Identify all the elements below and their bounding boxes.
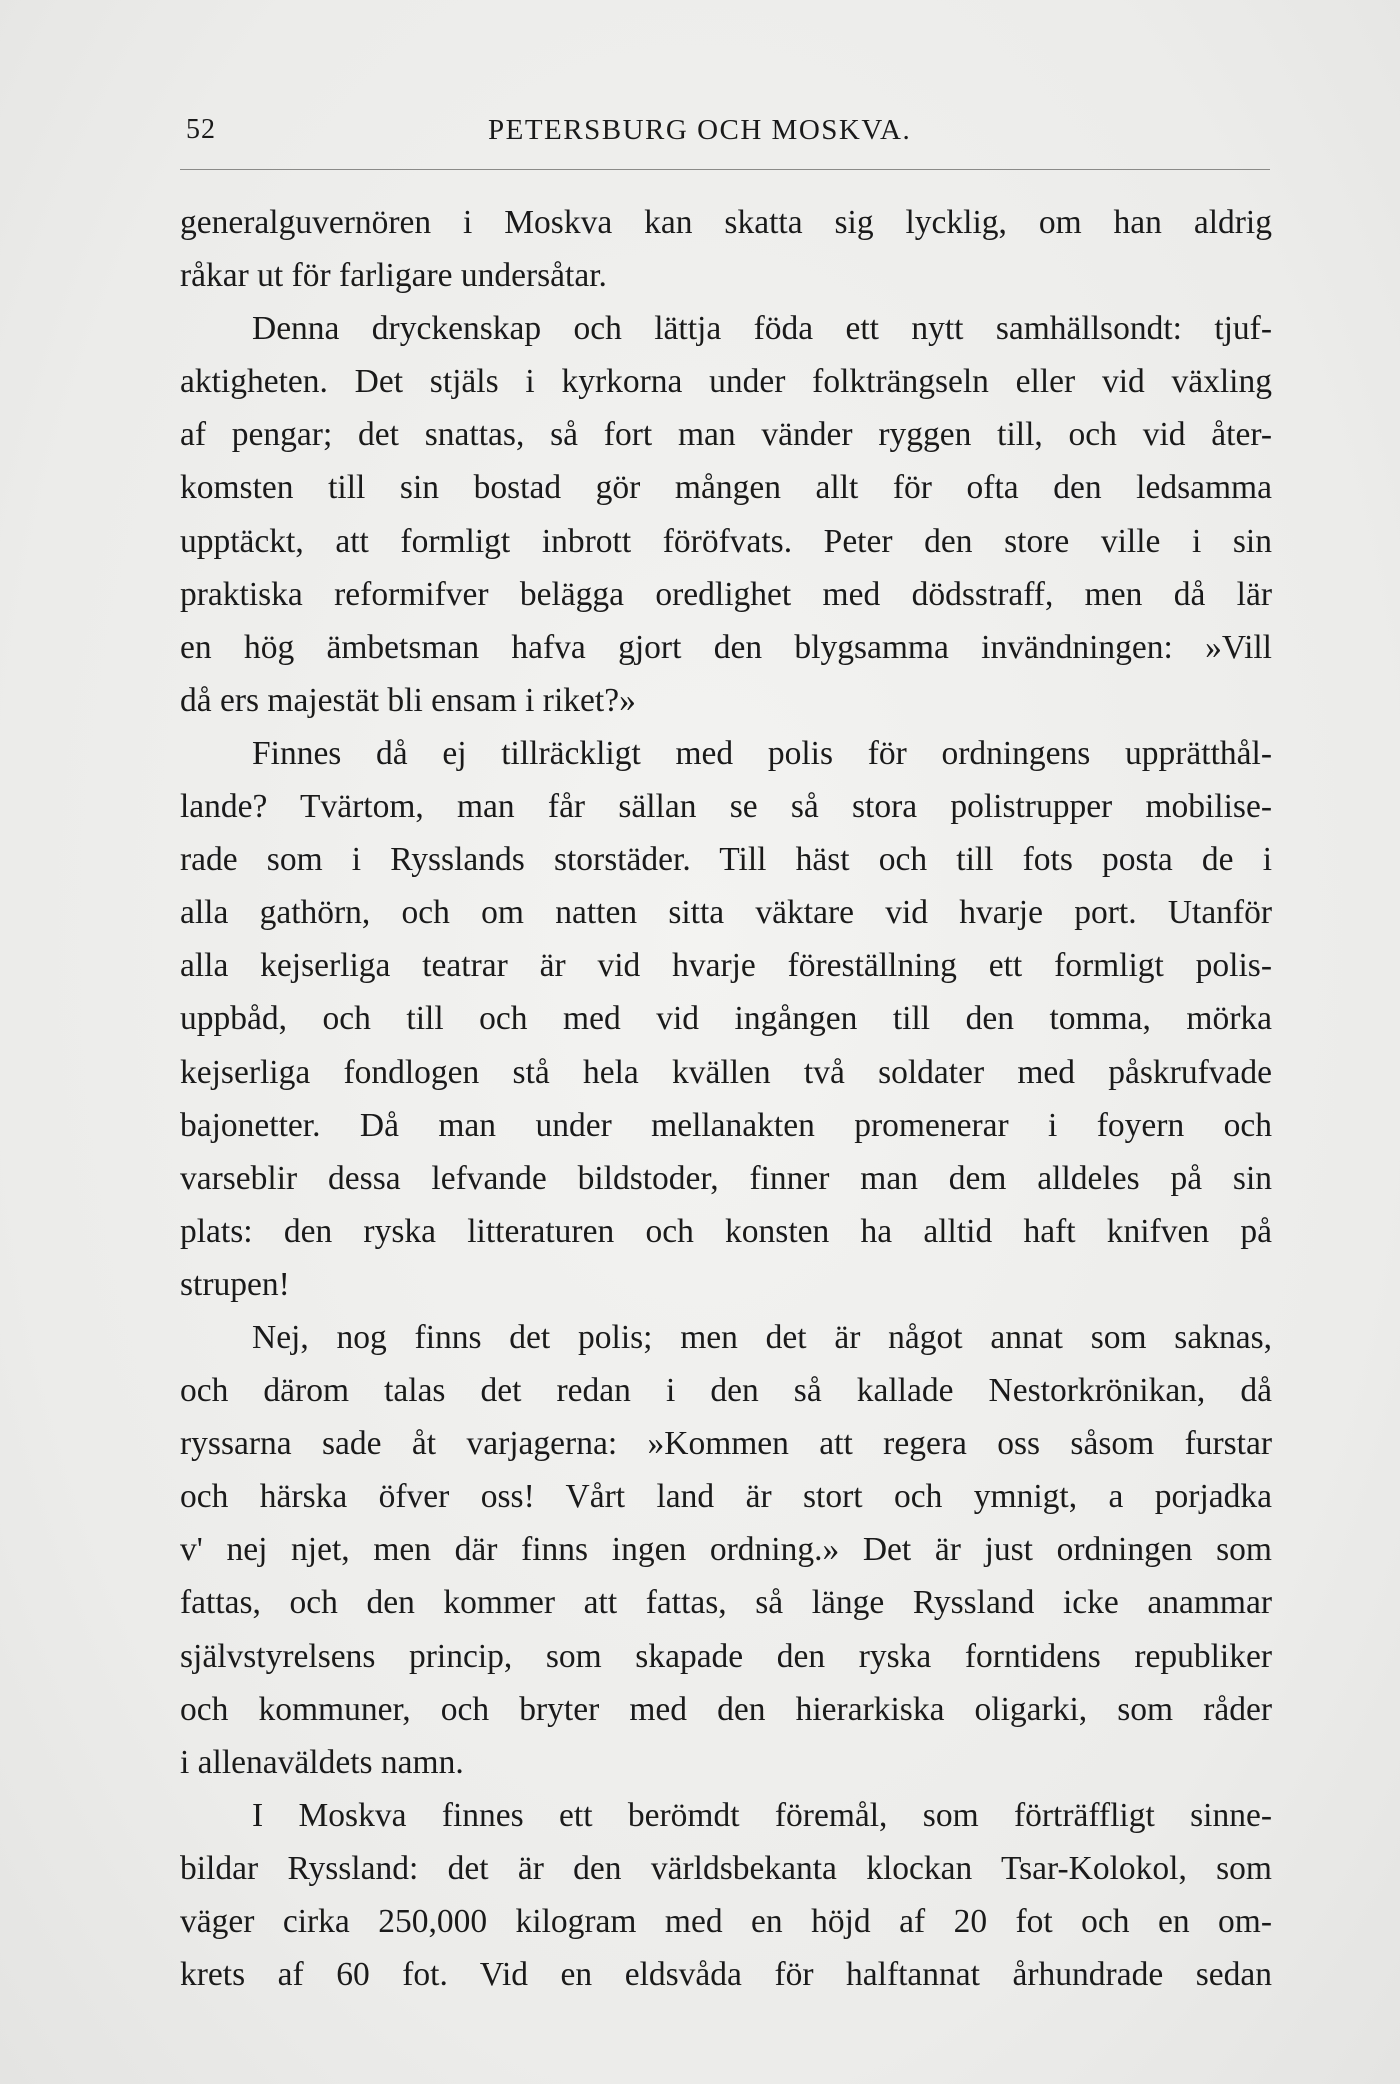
text-line: v' nej njet, men där finns ingen ordning.» Det är just ordningen som <box>180 1531 1272 1569</box>
text-line: fattas, och den kommer att fattas, så länge Ryssland icke anammar <box>180 1584 1272 1622</box>
text-line: ryssarna sade åt varjagerna: »Kommen att regera oss såsom furstar <box>180 1425 1272 1463</box>
text-line: lande? Tvärtom, man får sällan se så stora polistrupper mobilise- <box>180 788 1272 826</box>
text-line: upptäckt, att formligt inbrott föröfvats. Peter den store ville i sin <box>180 522 1272 560</box>
text-line: då ers majestät bli ensam i riket?» <box>180 681 636 719</box>
text-line: en hög ämbetsman hafva gjort den blygsamma invändningen: »Vill <box>180 628 1272 666</box>
text-line: självstyrelsens princip, som skapade den ryska forntidens republiker <box>180 1637 1272 1675</box>
body-text <box>180 196 1272 2001</box>
text-line: alla kejserliga teatrar är vid hvarje föreställning ett formligt polis- <box>180 947 1272 985</box>
text-line: varseblir dessa lefvande bildstoder, finner man dem alldeles på sin <box>180 1159 1272 1197</box>
text-line: aktigheten. Det stjäls i kyrkorna under folkträngseln eller vid växling <box>180 363 1272 401</box>
text-line: alla gathörn, och om natten sitta väktare vid hvarje port. Utanför <box>180 894 1272 932</box>
page-number: 52 <box>186 114 216 145</box>
text-line: kejserliga fondlogen stå hela kvällen två soldater med påskrufvade <box>180 1053 1272 1091</box>
page-header <box>180 110 1270 160</box>
text-line: I Moskva finnes ett berömdt föremål, som förträffligt sinne- <box>252 1796 1272 1834</box>
text-line: af pengar; det snattas, så fort man vänder ryggen till, och vid åter- <box>180 416 1272 454</box>
text-line: och därom talas det redan i den så kallade Nestorkrönikan, då <box>180 1372 1272 1410</box>
text-line: i allenaväldets namn. <box>180 1743 464 1781</box>
text-line: Finnes då ej tillräckligt med polis för ordningens upprätthål- <box>252 734 1272 772</box>
text-line: generalguvernören i Moskva kan skatta sig lycklig, om han aldrig <box>180 204 1272 241</box>
text-line: och härska öfver oss! Vårt land är stort och ymnigt, a porjadka <box>180 1478 1272 1516</box>
text-line: Denna dryckenskap och lättja föda ett nytt samhällsondt: tjuf- <box>252 310 1272 348</box>
text-line: råkar ut för farligare undersåtar. <box>180 257 607 295</box>
text-line: rade som i Rysslands storstäder. Till häst och till fots posta de i <box>180 841 1272 879</box>
text-line: krets af 60 fot. Vid en eldsvåda för halftannat århundrade sedan <box>180 1956 1272 1994</box>
text-line: och kommuner, och bryter med den hierarkiska oligarki, som råder <box>180 1690 1272 1728</box>
text-line: bajonetter. Då man under mellanakten promenerar i foyern och <box>180 1106 1272 1144</box>
text-line: strupen! <box>180 1265 290 1303</box>
text-line: väger cirka 250,000 kilogram med en höjd af 20 fot och en om- <box>180 1903 1272 1940</box>
text-line: praktiska reformifver belägga oredlighet med dödsstraff, men då lär <box>180 575 1272 613</box>
header-rule <box>180 169 1270 170</box>
running-head: PETERSBURG OCH MOSKVA. <box>488 114 912 146</box>
text-line: komsten till sin bostad gör mången allt för ofta den ledsamma <box>180 469 1272 507</box>
text-line: bildar Ryssland: det är den världsbekanta klockan Tsar-Kolokol, som <box>180 1849 1272 1887</box>
text-line: Nej, nog finns det polis; men det är något annat som saknas, <box>252 1318 1272 1356</box>
text-line: plats: den ryska litteraturen och konsten ha alltid haft knifven på <box>180 1212 1272 1250</box>
text-line: uppbåd, och till och med vid ingången till den tomma, mörka <box>180 1000 1272 1038</box>
